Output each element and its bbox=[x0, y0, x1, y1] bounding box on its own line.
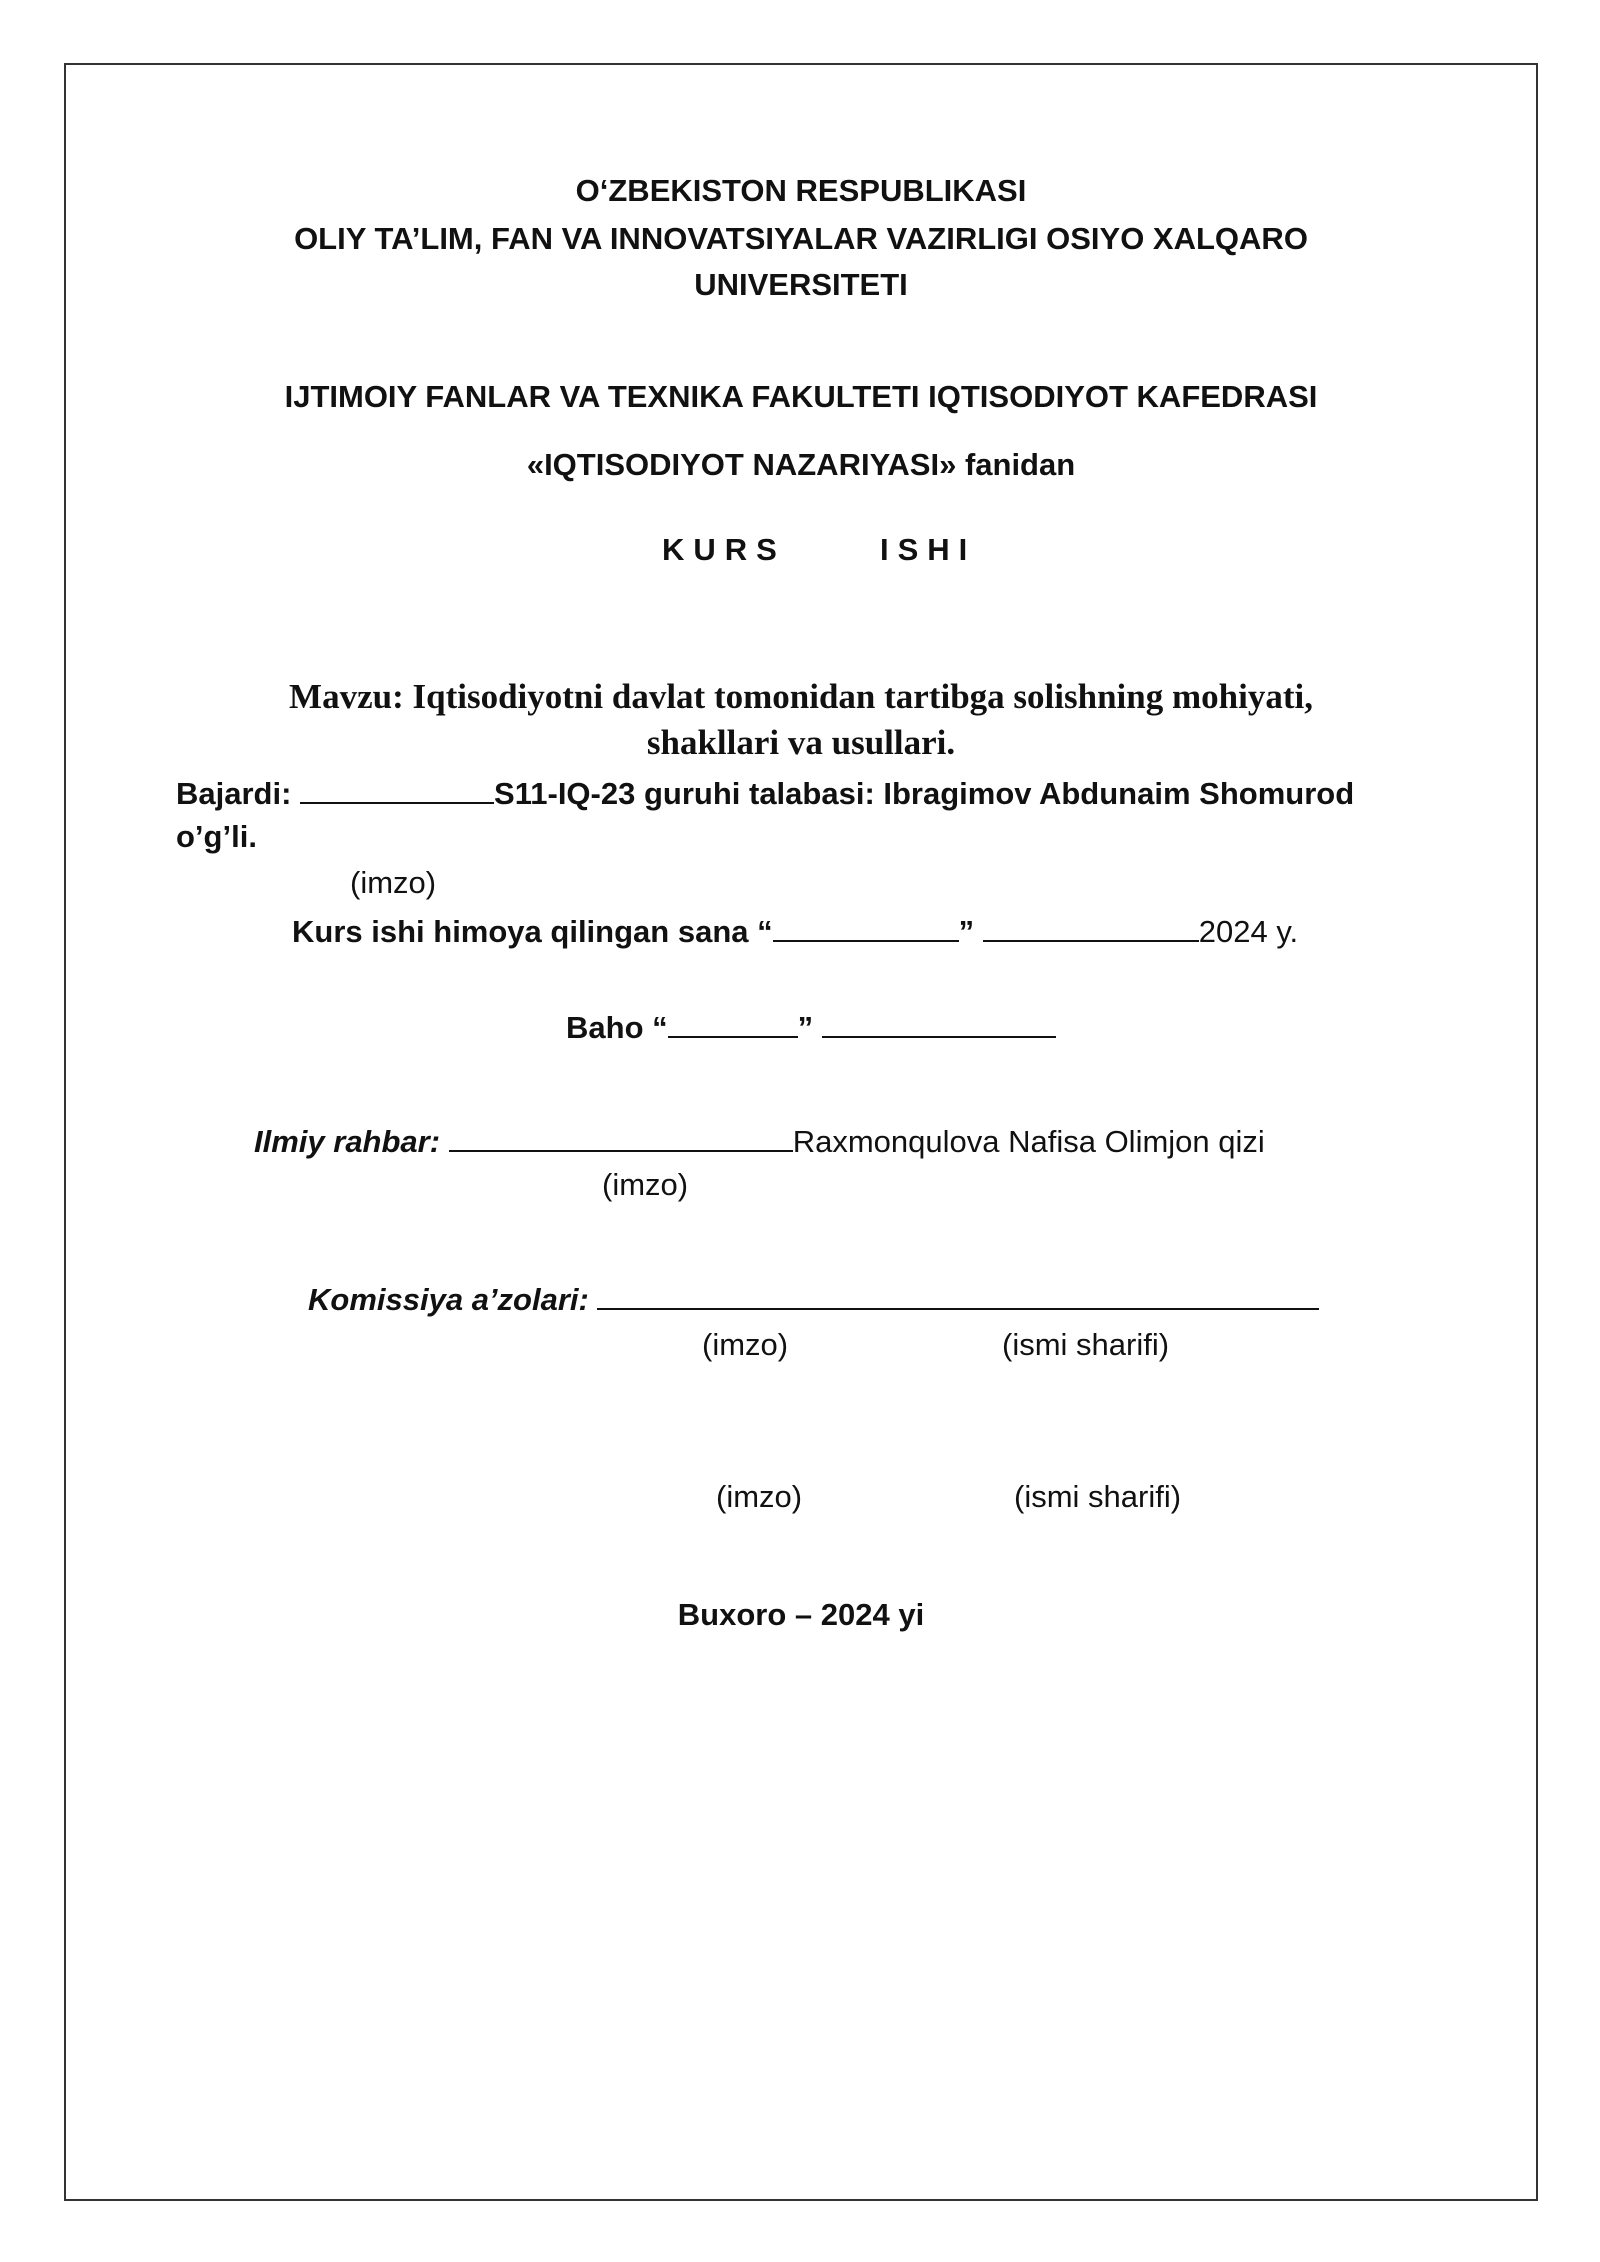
faculty-line: IJTIMOIY FANLAR VA TEXNIKA FAKULTETI IQTISODIYOT KAFEDRASI bbox=[284, 379, 1318, 414]
performer-line-cont: o’g’li. bbox=[176, 819, 257, 854]
supervisor-signature-blank bbox=[449, 1120, 793, 1152]
defense-date-line: Kurs ishi himoya qilingan sana “ ” 2024 y. bbox=[292, 910, 1298, 951]
commission-row2-signature-caption: (imzo) bbox=[716, 1479, 803, 1514]
defense-month-blank bbox=[983, 910, 1199, 942]
performer-text: S11-IQ-23 guruhi talabasi: Ibragimov Abdunaim Shomurod bbox=[494, 776, 1355, 811]
performer-line bbox=[176, 772, 1354, 813]
grade-line: Baho “ ” bbox=[566, 1006, 1056, 1047]
supervisor-signature-caption: (imzo) bbox=[602, 1167, 689, 1202]
performer-label: Bajardi: bbox=[176, 776, 292, 811]
supervisor-name: Raxmonqulova Nafisa Olimjon qizi bbox=[792, 1124, 1265, 1159]
grade-word-blank bbox=[822, 1006, 1056, 1038]
subject-name: «IQTISODIYOT NAZARIYASI» bbox=[526, 447, 957, 482]
header-line-2: OLIY TA’LIM, FAN VA INNOVATSIYALAR VAZIRLIGI OSIYO XALQARO bbox=[294, 221, 1308, 256]
commission-label: Komissiya a’zolari: bbox=[308, 1282, 589, 1317]
commission-blank bbox=[597, 1278, 1319, 1310]
subject-line bbox=[64, 446, 1538, 484]
grade-label: Baho bbox=[566, 1010, 644, 1045]
supervisor-label: Ilmiy rahbar: bbox=[254, 1124, 441, 1159]
performer-signature-blank bbox=[300, 772, 494, 804]
grade-number-blank bbox=[668, 1006, 798, 1038]
supervisor-line bbox=[254, 1120, 1265, 1161]
work-type-word-1: KURS bbox=[662, 532, 786, 567]
commission-line bbox=[308, 1278, 1319, 1319]
performer-signature-caption: (imzo) bbox=[350, 865, 437, 900]
place-year: Buxoro – 2024 yi bbox=[677, 1597, 925, 1632]
commission-row1-signature-caption: (imzo) bbox=[702, 1327, 789, 1362]
commission-row1-name-caption: (ismi sharifi) bbox=[1002, 1327, 1170, 1362]
defense-year: 2024 y. bbox=[1198, 914, 1299, 949]
commission-row2-name-caption: (ismi sharifi) bbox=[1014, 1479, 1182, 1514]
work-type-word-2: ISHI bbox=[880, 532, 977, 567]
topic-line-1: Mavzu: Iqtisodiyotni davlat tomonidan tartibga solishning mohiyati, bbox=[289, 677, 1313, 716]
subject-suffix: fanidan bbox=[956, 447, 1076, 482]
defense-label: Kurs ishi himoya qilingan sana bbox=[292, 914, 749, 949]
header-line-1: O‘ZBEKISTON RESPUBLIKASI bbox=[575, 173, 1027, 208]
defense-day-blank bbox=[773, 910, 959, 942]
header-line-3: UNIVERSITETI bbox=[694, 267, 908, 302]
topic-line-2: shakllari va usullari. bbox=[646, 723, 956, 762]
